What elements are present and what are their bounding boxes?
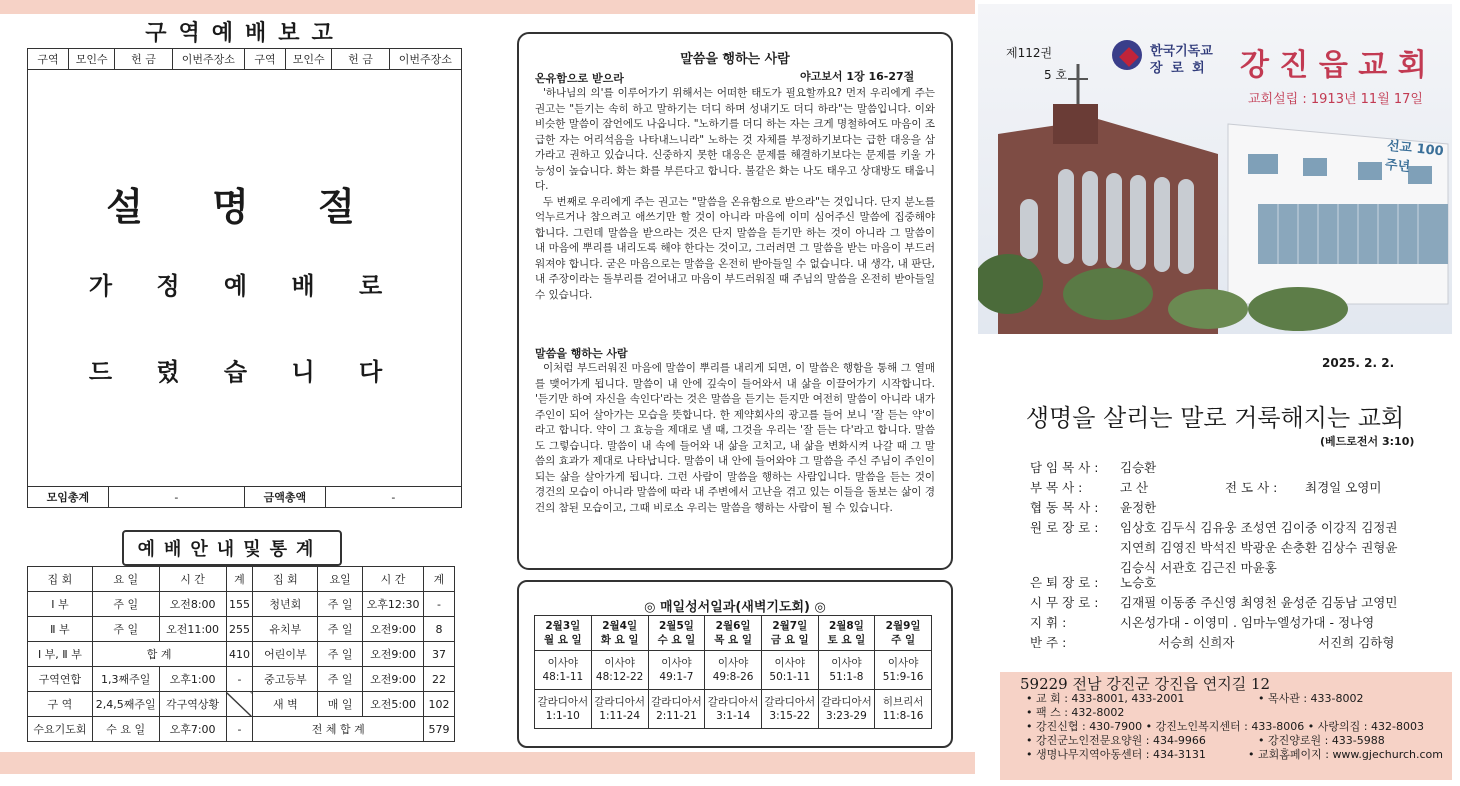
denomination-bottom: 장 로 회 [1150,61,1207,76]
col-location: 이번주장소 [172,49,244,70]
total-people-label: 모임총계 [28,487,109,508]
total-offering-label: 금액총액 [244,487,325,508]
bulletin-date: 2025. 2. 2. [1322,356,1395,370]
top-decorative-band [0,0,975,14]
sermon-paragraph: 두 번째로 우리에게 주는 권고는 "말씀을 온유함으로 받으라"는 것입니다. 단지 분노를 억누르거나 참으려고 애쓰기만 할 것이 아니라 마음에 이미 심어주신 말씀에 집중해야 합니다. 그런데 말씀을 받으라는 것은 단지 말씀을 듣기만 하는 것이 아니라 그 말씀이 내 마음에 뿌리를 내리도록 해야 한다는 것이고, 그러려면 그 말씀을 받는 마음이 부드러워져야 합니다. 굳은 마음으로는 말씀을 온전히 받아들일 수 없습니다. 내 생각, 내 판단, 내 주장이라는 돌부리를 걷어내고 마음이 부드러워질 때 주님의 말씀을 온전히 받아들일 수 있습니다. [535,195,935,301]
staff-evangelist-label: 전 도 사 : [1225,480,1278,495]
staff-retired: 노승호 [1120,575,1157,590]
sermon-section-1 [535,70,935,303]
col-attendance: 모인수 [69,49,115,70]
sermon-title: 말씀을 행하는 사람 [680,52,790,67]
staff-associate-label: 부 목 사 : [1030,480,1083,495]
col-location: 이번주장소 [389,49,461,70]
staff-conductor-label: 지 휘 : [1030,615,1067,630]
volume-number: 제112권 [1006,46,1053,60]
nursing-home-phone: • 강진군노인전문요양원 : 434-9966 [1026,734,1206,747]
report-header-table [27,48,462,70]
done-line: 드 렸 습 니 다 [88,357,401,386]
table-row: Ⅰ 부 주 일 오전8:00 155 청년회 주 일 오후12:30 - [28,592,455,617]
sermon-paragraph: 이처럼 부드러워진 마음에 말씀이 뿌리를 내리게 되면, 이 말씀은 행함을 통해 그 열매를 맺어가게 됩니다. 말씀이 내 안에 깊숙이 들어와서 내 삶을 이끌어가기 시작합니다. '듣기만 하여 자신을 속인다'라는 것은 말씀을 듣기는 듣지만 여전히 말씀이 아니라 내가 주인이 되어 살아가는 모습을 뜻합니다. 한 제약회사의 광고를 들어 보니 '잘 듣는 약'이라고 합니다. 약이 그 효능을 제대로 낼 때, 그것을 우리는 '잘 듣는 다'라고 합니다. 말씀도 그렇습니다. 말씀이 내 속에 들어와 내 삶을 고치고, 내 삶을 변화시켜 나갈 때 그 말씀의 효과가 제대로 나타납니다. 말씀이 내 안에 들어와야 그 말씀을 주신 주님이 주인이 되는 삶을 살아가게 됩니다. 그런 사람이 말씀을 행하는 사람입니다. 말씀을 듣는 것이 경건의 모습이 아니라 말씀에 따라 내 주변에서 고난을 겪고 있는 이들을 돌보는 삶이 경건의 참된 모습이고, 그때 비로소 우리는 말씀을 행하는 사람이 될 수 있습니다. [535,362,935,514]
staff-senior-label: 담 임 목 사 : [1030,460,1099,475]
bottom-decorative-band [0,752,975,774]
table-row: 이사야 48:1-11 이사야 48:12-22 이사야 49:1-7 이사야 49:8-26 이사야 50:1-11 이사야 51:1-8 이사야 51:9-16 [535,651,932,690]
table-row: 구역연합 1,3째주일 오후1:00 - 중고등부 주 일 오전9:00 22 [28,667,455,692]
manse-phone: • 목사관 : 433-8002 [1258,692,1364,705]
motto-reference: (베드로전서 3:10) [1320,435,1415,448]
sermon-paragraph: '하나님의 의'를 이루어가기 위해서는 어떠한 태도가 필요할까요? 먼저 우리에게 주는 권고는 "듣기는 속히 하고 말하기는 더디 하며 성내기도 더디 하라"는 말씀입니다. 이와 비슷한 말씀이 잠언에도 나옵니다. "노하기를 더디 하는 자는 크게 명철하여도 마음이 조급한 자는 어리석음을 나타내느니라" 노하는 것 자체를 부정하기보다는 급한 대응을 삼가라고 권하고 있습니다. 신중하지 못한 대응은 문제를 해결하기보다는 문제를 키울 가능성이 높습니다. 화는 화를 부른다고 합니다. 불같은 화는 나도 태우고 상대방도 태웁니다. [535,87,935,192]
staff-evangelist: 최경일 오영미 [1305,480,1382,495]
holiday-line: 설 명 절 [106,184,383,229]
church-phone: • 교 회 : 433-8001, 433-2001 [1026,692,1185,705]
total-people-value: - [108,487,244,508]
church-logo-icon [1112,40,1142,70]
table-row: Ⅱ 부 주 일 오전11:00 255 유치부 주 일 오전9:00 8 [28,617,455,642]
church-motto: 생명을 살리는 말로 거룩해지는 교회 [1025,404,1405,432]
staff-active: 김재필 이동종 주신영 최영천 윤성준 김동남 고영민 [1120,595,1398,610]
table-row: 2월3일 월 요 일 2월4일 화 요 일 2월5일 수 요 일 2월6일 목 요 일 2월7일 금 요 일 2월8일 토 요 일 2월9일 주 일 [535,616,932,651]
sermon-subtitle: 말씀을 행하는 사람 [535,347,628,360]
staff-elders: 임상호 김두식 김유웅 조성연 김이중 이강직 김정권 [1120,520,1398,535]
church-address: 59229 전남 강진군 강진읍 연지길 12 [1020,675,1271,693]
table-row: 수요기도회 수 요 일 오후7:00 - 전 체 합 계 579 [28,717,455,742]
family-worship-line: 가 정 예 배 로 [88,271,401,300]
daily-readings-title: ◎ 매일성서일과(새벽기도회) ◎ [644,600,826,615]
staff-accompanist: 서승희 신희자 [1158,635,1235,650]
table-row: Ⅰ 부, Ⅱ 부 합 계 410 어린이부 주 일 오전9:00 37 [28,642,455,667]
stats-title: 예배안내및통계 [137,539,323,560]
homepage-link[interactable]: • 교회홈페이지 : www.gjechurch.com [1248,748,1444,761]
denomination-top: 한국기독교 [1150,44,1213,59]
staff-coop: 윤정한 [1120,500,1157,515]
staff-accompanist: 서진희 김하형 [1318,635,1395,650]
col-district: 구역 [244,49,285,70]
staff-conductor: 시온성가대 - 이영미 . 임마누엘성가대 - 정나영 [1120,615,1375,630]
worship-stats-table [27,566,455,742]
daily-readings-table [534,615,932,729]
cover-image-area [978,4,1452,390]
elderly-home-phone: • 강진양로원 : 433-5988 [1258,734,1385,747]
childcare-center-phone: • 생명나무지역아동센터 : 434-3131 [1026,748,1206,761]
report-totals-table [27,486,462,508]
affiliate-phones: • 강진신협 : 430-7900 • 강진노인복지센터 : 433-8006 • 사랑의집 : 432-8003 [1026,720,1424,733]
report-body [27,70,462,486]
staff-elders-label: 원 로 장 로 : [1030,520,1099,535]
church-name: 강 진 읍 교 회 [1240,48,1427,83]
staff-senior: 김승환 [1120,460,1157,475]
staff-associate: 고 산 [1120,480,1149,495]
table-row: 구 역 2,4,5째주일 각구역상황 새 벽 매 일 오전5:00 102 [28,692,455,717]
table-row: 갈라디아서 1:1-10 갈라디아서 1:11-24 갈라디아서 2:11-21 갈라디아서 3:1-14 갈라디아서 3:15-22 갈라디아서 3:23-29 히브리서 11:8-16 [535,690,932,729]
staff-coop-label: 협 동 목 사 : [1030,500,1099,515]
sermon-section-2 [535,345,935,516]
staff-active-label: 시 무 장 로 : [1030,595,1099,610]
col-attendance: 모인수 [286,49,332,70]
founding-date: 교회설립 : 1913년 11월 17일 [1248,92,1423,107]
issue-number: 5 호 [1044,68,1068,82]
staff-elders: 김승식 서관호 김근진 마윤홍 [1120,560,1277,575]
col-offering: 헌 금 [115,49,172,70]
staff-retired-label: 은 퇴 장 로 : [1030,575,1099,590]
report-title: 구역예배보고 [145,20,345,46]
table-row: 집 회 요 일 시 간 계 집 회 요일 시 간 계 [28,567,455,592]
staff-accompanist-label: 반 주 : [1030,635,1067,650]
diagonal-cell [226,692,253,717]
fax-number: • 팩 스 : 432-8002 [1026,706,1125,719]
col-offering: 헌 금 [332,49,389,70]
col-district: 구역 [28,49,69,70]
mission-banner: 선교 100주년 [1384,138,1445,176]
staff-elders: 지연희 김영진 박석진 박광운 손충환 김상수 권형윤 [1120,540,1398,555]
total-offering-value: - [325,487,461,508]
sermon-reference: 야고보서 1장 16-27절 [800,70,915,83]
sermon-subtitle: 온유함으로 받으라 [535,72,624,85]
